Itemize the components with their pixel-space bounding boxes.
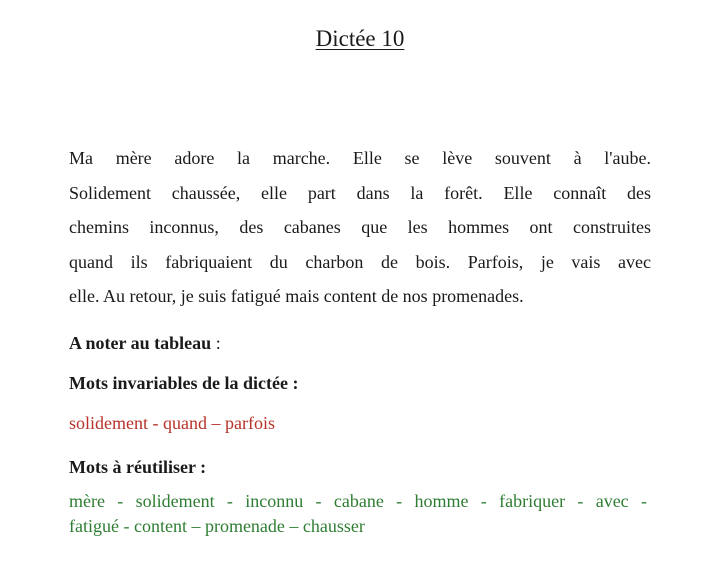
reuse-word-list [69, 489, 647, 539]
page-title [0, 24, 720, 54]
invariables-word-list: solidement - quand – parfois [69, 413, 275, 433]
paragraph-line: Ma mère adore la marche. Elle se lève souvent à l'aube. [69, 148, 651, 168]
reuse-heading: Mots à réutiliser : [69, 457, 207, 477]
tableau-heading-bold: A noter au tableau [69, 333, 212, 353]
tableau-heading [69, 331, 221, 355]
paragraph-line: elle. Au retour, je suis fatigué mais content de nos promenades. [69, 286, 524, 307]
paragraph-line: chemins inconnus, des cabanes que les hommes ont construites [69, 217, 651, 238]
invariables-heading: Mots invariables de la dictée : [69, 373, 299, 393]
reuse-line: mère - solidement - inconnu - cabane - homme - fabriquer - avec - [69, 491, 647, 511]
title-text: Dictée 10 [315, 26, 405, 51]
paragraph-line: Solidement chaussée, elle part dans la forêt. Elle connaît des [69, 182, 651, 203]
dictation-paragraph [69, 141, 651, 314]
reuse-line: fatigué - content – promenade – chausser [69, 516, 365, 536]
tableau-heading-colon: : [211, 333, 221, 353]
paragraph-line: quand ils fabriquaient du charbon de bois. Parfois, je vais avec [69, 251, 651, 272]
